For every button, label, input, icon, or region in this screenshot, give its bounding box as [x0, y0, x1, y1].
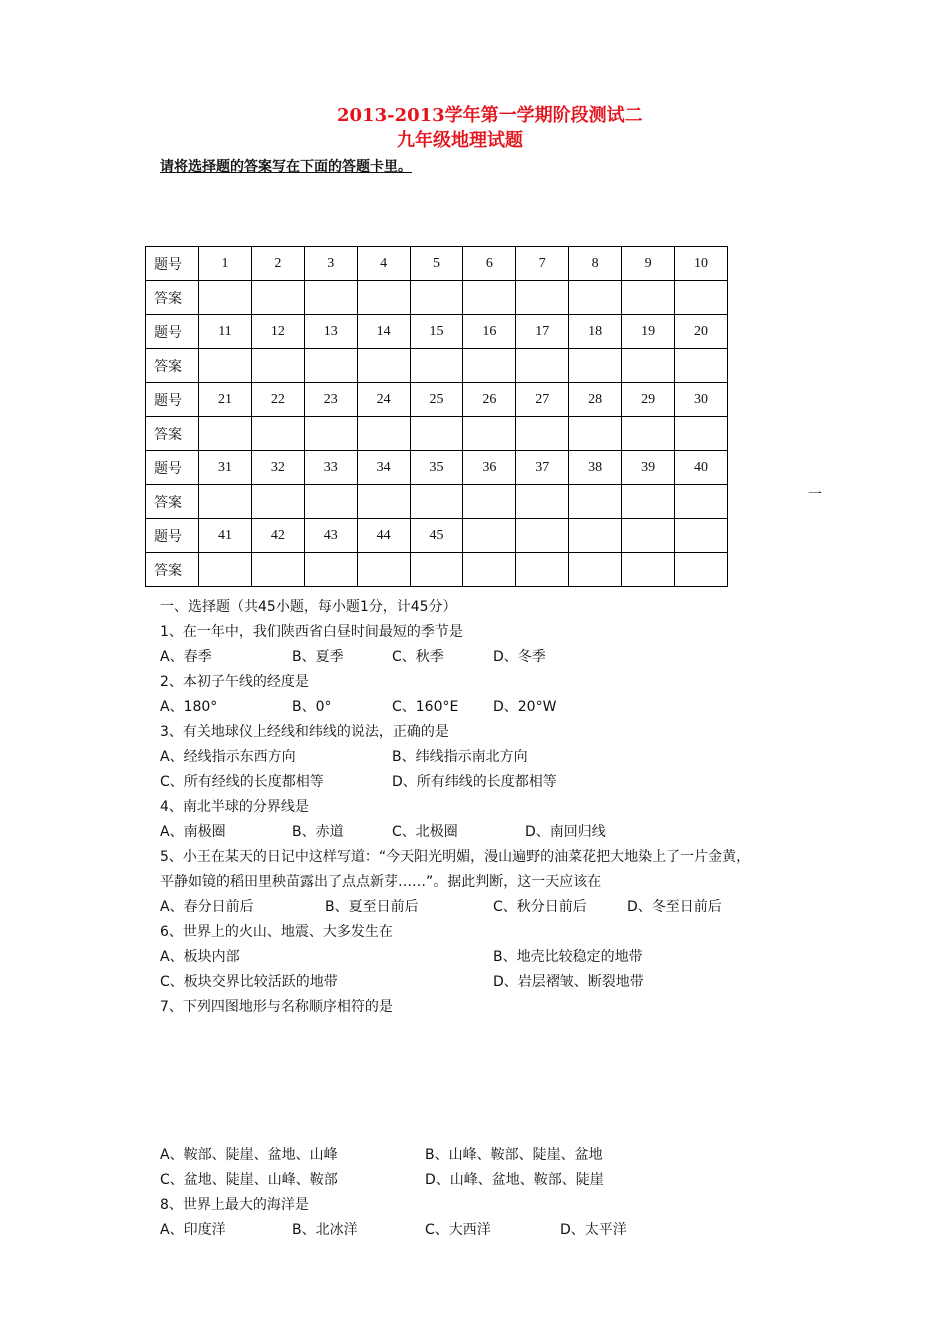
- answer-cell[interactable]: [357, 281, 410, 315]
- question-number-row: [146, 451, 728, 485]
- question-number-cell: 34: [357, 451, 410, 485]
- question-2: 2、本初子午线的经度是: [160, 674, 309, 690]
- answer-cell[interactable]: [357, 485, 410, 519]
- answer-cell[interactable]: [622, 417, 675, 451]
- margin-mark: 一: [808, 487, 822, 503]
- question-number-row: [146, 519, 728, 553]
- answer-label: 答案: [146, 417, 199, 451]
- answer-label: 答案: [146, 553, 199, 587]
- q3-option-a: A、经线指示东西方向: [160, 749, 296, 765]
- question-number-cell: 41: [199, 519, 252, 553]
- answer-cell[interactable]: [410, 281, 463, 315]
- q4-option-a: A、南极圈: [160, 824, 226, 840]
- question-number-cell: 15: [410, 315, 463, 349]
- answer-cell[interactable]: [357, 417, 410, 451]
- answer-row: [146, 281, 728, 315]
- question-number-cell: 39: [622, 451, 675, 485]
- question-number-cell: 45: [410, 519, 463, 553]
- question-number-cell: 25: [410, 383, 463, 417]
- answer-cell[interactable]: [516, 281, 569, 315]
- answer-cell[interactable]: [675, 553, 728, 587]
- q7-option-a: A、鞍部、陡崖、盆地、山峰: [160, 1147, 338, 1163]
- section-heading: 一、选择题（共45小题，每小题1分，计45分）: [160, 599, 457, 615]
- answer-cell[interactable]: [622, 485, 675, 519]
- question-number-cell: 35: [410, 451, 463, 485]
- question-number-cell: 16: [463, 315, 516, 349]
- question-number-cell: [516, 519, 569, 553]
- answer-cell[interactable]: [463, 553, 516, 587]
- question-number-label: 题号: [146, 315, 199, 349]
- q2-option-c: C、160°E: [392, 699, 459, 715]
- answer-cell[interactable]: [304, 417, 357, 451]
- q1-option-b: B、夏季: [292, 649, 344, 665]
- question-number-cell: 30: [675, 383, 728, 417]
- question-number-cell: 42: [251, 519, 304, 553]
- question-number-cell: 9: [622, 247, 675, 281]
- question-number-cell: 18: [569, 315, 622, 349]
- answer-cell[interactable]: [622, 349, 675, 383]
- answer-row: [146, 349, 728, 383]
- question-number-cell: 8: [569, 247, 622, 281]
- question-3: 3、有关地球仪上经线和纬线的说法，正确的是: [160, 724, 449, 740]
- question-number-cell: 29: [622, 383, 675, 417]
- answer-cell[interactable]: [410, 553, 463, 587]
- answer-label: 答案: [146, 281, 199, 315]
- question-number-cell: 40: [675, 451, 728, 485]
- question-number-cell: 27: [516, 383, 569, 417]
- q4-option-c: C、北极圈: [392, 824, 458, 840]
- q5-option-a: A、春分日前后: [160, 899, 254, 915]
- question-number-cell: 6: [463, 247, 516, 281]
- question-1: 1、在一年中，我们陕西省白昼时间最短的季节是: [160, 624, 463, 640]
- question-number-cell: 28: [569, 383, 622, 417]
- exam-subtitle: 九年级地理试题: [397, 130, 523, 151]
- answer-cell[interactable]: [304, 281, 357, 315]
- question-number-cell: 3: [304, 247, 357, 281]
- question-5: 5、小王在某天的日记中这样写道：“今天阳光明媚，漫山遍野的油菜花把大地染上了一片金黄，: [160, 849, 751, 865]
- question-number-row: [146, 383, 728, 417]
- answer-cell[interactable]: [569, 485, 622, 519]
- question-number-cell: 10: [675, 247, 728, 281]
- question-number-label: 题号: [146, 519, 199, 553]
- answer-cell[interactable]: [675, 417, 728, 451]
- answer-cell[interactable]: [199, 349, 252, 383]
- question-number-cell: 21: [199, 383, 252, 417]
- question-number-label: 题号: [146, 451, 199, 485]
- q4-option-d: D、南回归线: [525, 824, 606, 840]
- question-number-cell: 2: [251, 247, 304, 281]
- answer-cell[interactable]: [199, 417, 252, 451]
- question-number-cell: 43: [304, 519, 357, 553]
- question-number-cell: 33: [304, 451, 357, 485]
- q6-option-d: D、岩层褶皱、断裂地带: [493, 974, 644, 990]
- answer-cell[interactable]: [251, 349, 304, 383]
- question-number-cell: 37: [516, 451, 569, 485]
- answer-cell[interactable]: [410, 485, 463, 519]
- question-number-cell: 20: [675, 315, 728, 349]
- answer-cell[interactable]: [304, 349, 357, 383]
- answer-cell[interactable]: [516, 349, 569, 383]
- answer-cell[interactable]: [569, 281, 622, 315]
- q5-option-b: B、夏至日前后: [325, 899, 419, 915]
- question-number-cell: 7: [516, 247, 569, 281]
- q6-option-b: B、地壳比较稳定的地带: [493, 949, 643, 965]
- question-number-cell: 5: [410, 247, 463, 281]
- question-number-cell: 1: [199, 247, 252, 281]
- answer-cell[interactable]: [622, 553, 675, 587]
- answer-cell[interactable]: [675, 349, 728, 383]
- answer-cell[interactable]: [463, 281, 516, 315]
- question-number-label: 题号: [146, 383, 199, 417]
- answer-cell[interactable]: [251, 553, 304, 587]
- question-4: 4、南北半球的分界线是: [160, 799, 309, 815]
- answer-cell[interactable]: [463, 485, 516, 519]
- question-number-cell: 32: [251, 451, 304, 485]
- q8-option-b: B、北冰洋: [292, 1222, 358, 1238]
- answer-cell[interactable]: [569, 349, 622, 383]
- answer-cell[interactable]: [622, 281, 675, 315]
- question-number-cell: 17: [516, 315, 569, 349]
- answer-row: [146, 417, 728, 451]
- question-number-cell: 4: [357, 247, 410, 281]
- answer-cell[interactable]: [199, 485, 252, 519]
- answer-row: [146, 485, 728, 519]
- answer-cell[interactable]: [251, 281, 304, 315]
- question-number-row: [146, 247, 728, 281]
- answer-cell[interactable]: [199, 553, 252, 587]
- q4-option-b: B、赤道: [292, 824, 344, 840]
- answer-cell[interactable]: [675, 485, 728, 519]
- answer-row: [146, 553, 728, 587]
- q8-option-c: C、大西洋: [425, 1222, 491, 1238]
- question-7: 7、下列四图地形与名称顺序相符的是: [160, 999, 393, 1015]
- answer-label: 答案: [146, 485, 199, 519]
- answer-cell[interactable]: [410, 417, 463, 451]
- q3-option-b: B、纬线指示南北方向: [392, 749, 528, 765]
- answer-cell[interactable]: [199, 281, 252, 315]
- question-number-cell: 36: [463, 451, 516, 485]
- instruction-text: 请将选择题的答案写在下面的答题卡里。: [160, 159, 412, 175]
- exam-title: 2013-2013学年第一学期阶段测试二: [337, 105, 643, 126]
- answer-cell[interactable]: [357, 349, 410, 383]
- question-number-cell: 12: [251, 315, 304, 349]
- question-number-cell: 11: [199, 315, 252, 349]
- q2-option-b: B、0°: [292, 699, 332, 715]
- answer-cell[interactable]: [410, 349, 463, 383]
- answer-cell[interactable]: [251, 485, 304, 519]
- answer-cell[interactable]: [569, 553, 622, 587]
- question-number-label: 题号: [146, 247, 199, 281]
- question-number-cell: 22: [251, 383, 304, 417]
- question-number-cell: [622, 519, 675, 553]
- answer-cell[interactable]: [304, 485, 357, 519]
- answer-label: 答案: [146, 349, 199, 383]
- question-number-cell: [675, 519, 728, 553]
- answer-cell[interactable]: [463, 417, 516, 451]
- question-number-cell: 23: [304, 383, 357, 417]
- q6-option-a: A、板块内部: [160, 949, 240, 965]
- question-number-cell: 31: [199, 451, 252, 485]
- answer-cell[interactable]: [569, 417, 622, 451]
- q3-option-d: D、所有纬线的长度都相等: [392, 774, 557, 790]
- q5-option-c: C、秋分日前后: [493, 899, 587, 915]
- answer-card-table: [145, 246, 728, 587]
- question-8: 8、世界上最大的海洋是: [160, 1197, 309, 1213]
- q8-option-d: D、太平洋: [560, 1222, 627, 1238]
- q3-option-c: C、所有经线的长度都相等: [160, 774, 324, 790]
- question-number-cell: 38: [569, 451, 622, 485]
- q2-option-a: A、180°: [160, 699, 218, 715]
- q6-option-c: C、板块交界比较活跃的地带: [160, 974, 338, 990]
- question-number-cell: [463, 519, 516, 553]
- q1-option-c: C、秋季: [392, 649, 444, 665]
- answer-cell[interactable]: [516, 417, 569, 451]
- question-number-cell: [569, 519, 622, 553]
- q2-option-d: D、20°W: [493, 699, 557, 715]
- q8-option-a: A、印度洋: [160, 1222, 226, 1238]
- question-number-cell: 24: [357, 383, 410, 417]
- q7-option-c: C、盆地、陡崖、山峰、鞍部: [160, 1172, 338, 1188]
- answer-cell[interactable]: [463, 349, 516, 383]
- question-number-cell: 44: [357, 519, 410, 553]
- question-6: 6、世界上的火山、地震、大多发生在: [160, 924, 393, 940]
- q1-option-d: D、冬季: [493, 649, 546, 665]
- q7-option-d: D、山峰、盆地、鞍部、陡崖: [425, 1172, 604, 1188]
- question-5-continued: 平静如镜的稻田里秧苗露出了点点新芽……”。据此判断，这一天应该在: [160, 874, 602, 890]
- question-number-cell: 19: [622, 315, 675, 349]
- answer-cell[interactable]: [304, 553, 357, 587]
- answer-cell[interactable]: [516, 485, 569, 519]
- question-number-cell: 13: [304, 315, 357, 349]
- answer-cell[interactable]: [251, 417, 304, 451]
- question-number-cell: 14: [357, 315, 410, 349]
- question-number-cell: 26: [463, 383, 516, 417]
- answer-cell[interactable]: [357, 553, 410, 587]
- question-number-row: [146, 315, 728, 349]
- answer-cell[interactable]: [675, 281, 728, 315]
- q5-option-d: D、冬至日前后: [627, 899, 722, 915]
- q7-option-b: B、山峰、鞍部、陡崖、盆地: [425, 1147, 603, 1163]
- q1-option-a: A、春季: [160, 649, 212, 665]
- answer-cell[interactable]: [516, 553, 569, 587]
